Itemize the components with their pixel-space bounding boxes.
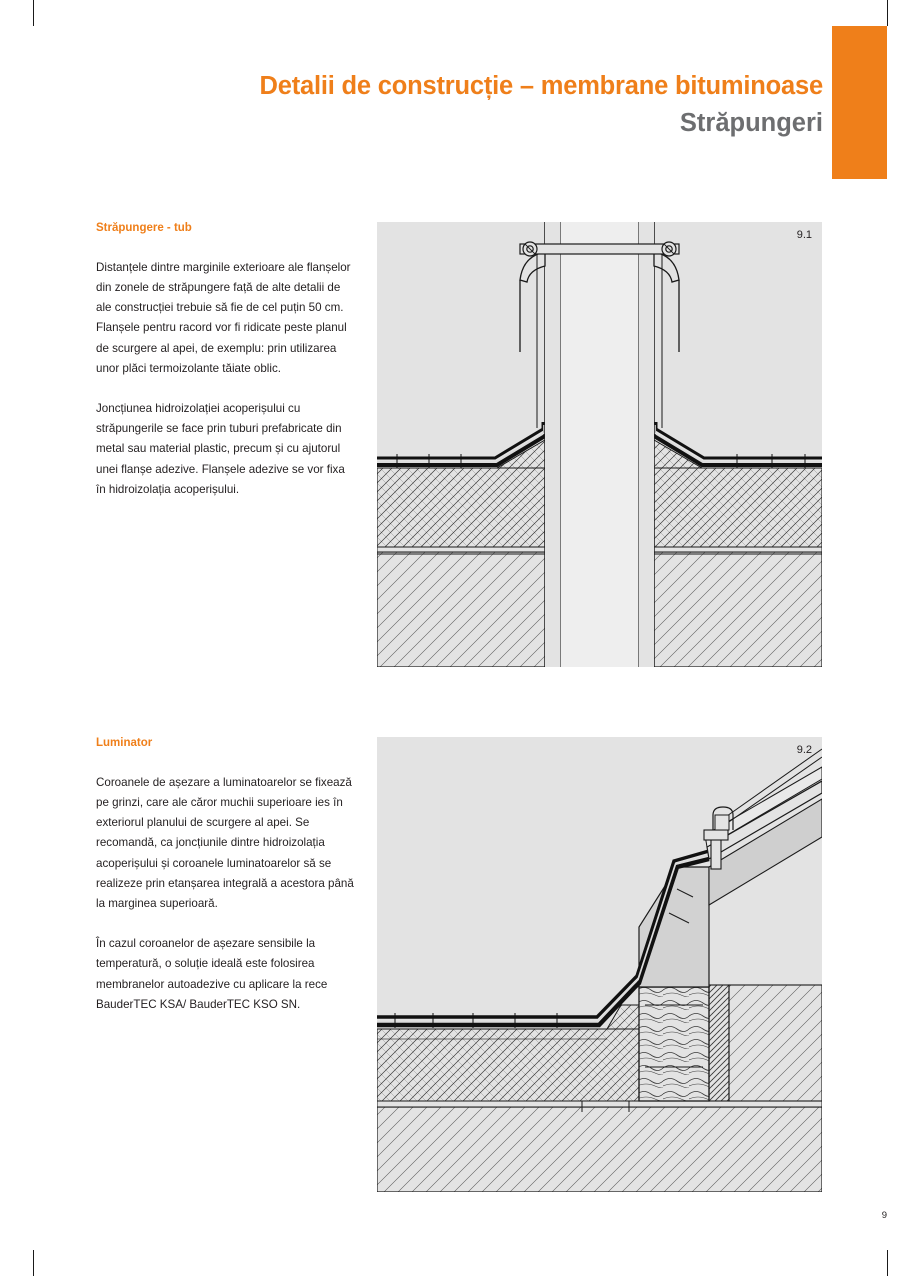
page-title [96,72,823,139]
title-main: Detalii de construcție – membrane bituminoase [259,72,823,100]
orange-header-tab [832,26,887,179]
section-2-heading: Luminator [96,737,153,749]
figure-2-number: 9.2 [796,744,812,756]
pipe-penetration-drawing [377,222,822,667]
figure-1-number: 9.1 [796,229,812,241]
section-2-text-column [96,737,354,1015]
crop-mark-top-right [887,0,888,26]
section-2-paragraph-2: În cazul coroanelor de așezare sensibile la temperatură, o soluție ideală este folosirea membranelor autoadezive cu aplicare la rece BauderTEC KSA/ BauderTEC KSO SN. [96,937,328,1011]
section-1-text-column [96,222,354,500]
figure-pipe-penetration [377,222,822,667]
section-1-paragraph-1: Distanțele dintre marginile exterioare ale flanșelor din zonele de străpungere față de alte detalii de ale construcției trebuie să fie de cel puțin 50 cm. Flanșele pentru racord vor fi ridicate peste planul de scurgere al apei, de exemplu: prin utilizarea unor plăci termoizolante tăiate oblic. [96,260,351,375]
figure-skylight [377,737,822,1192]
section-1-heading: Străpungere - tub [96,222,192,234]
section-2-paragraph-1: Coroanele de așezare a luminatoarelor se fixează pe grinzi, care ale căror muchii superioare ies în exteriorul planului de scurgere al apei. Se recomandă, ca joncțiunile dintre hidroizolația acoperișului și coroanele luminatoarelor să se realizeze prin etanșarea integrală a acestora până la marginea superioară. [96,775,354,911]
skylight-drawing [377,737,822,1192]
title-sub: Străpungeri [679,109,823,138]
section-1-paragraph-2: Joncțiunea hidroizolației acoperișului cu străpungerile se face prin tuburi prefabricate din metal sau material plastic, precum și cu ajutorul unei flanșe adezive. Flanșele adezive se vor fixa în hidroizolația acoperișului. [96,402,345,496]
crop-mark-top-left [33,0,34,26]
crop-mark-bottom-right [887,1250,888,1276]
crop-mark-bottom-left [33,1250,34,1276]
page-number: 9 [881,1210,887,1221]
